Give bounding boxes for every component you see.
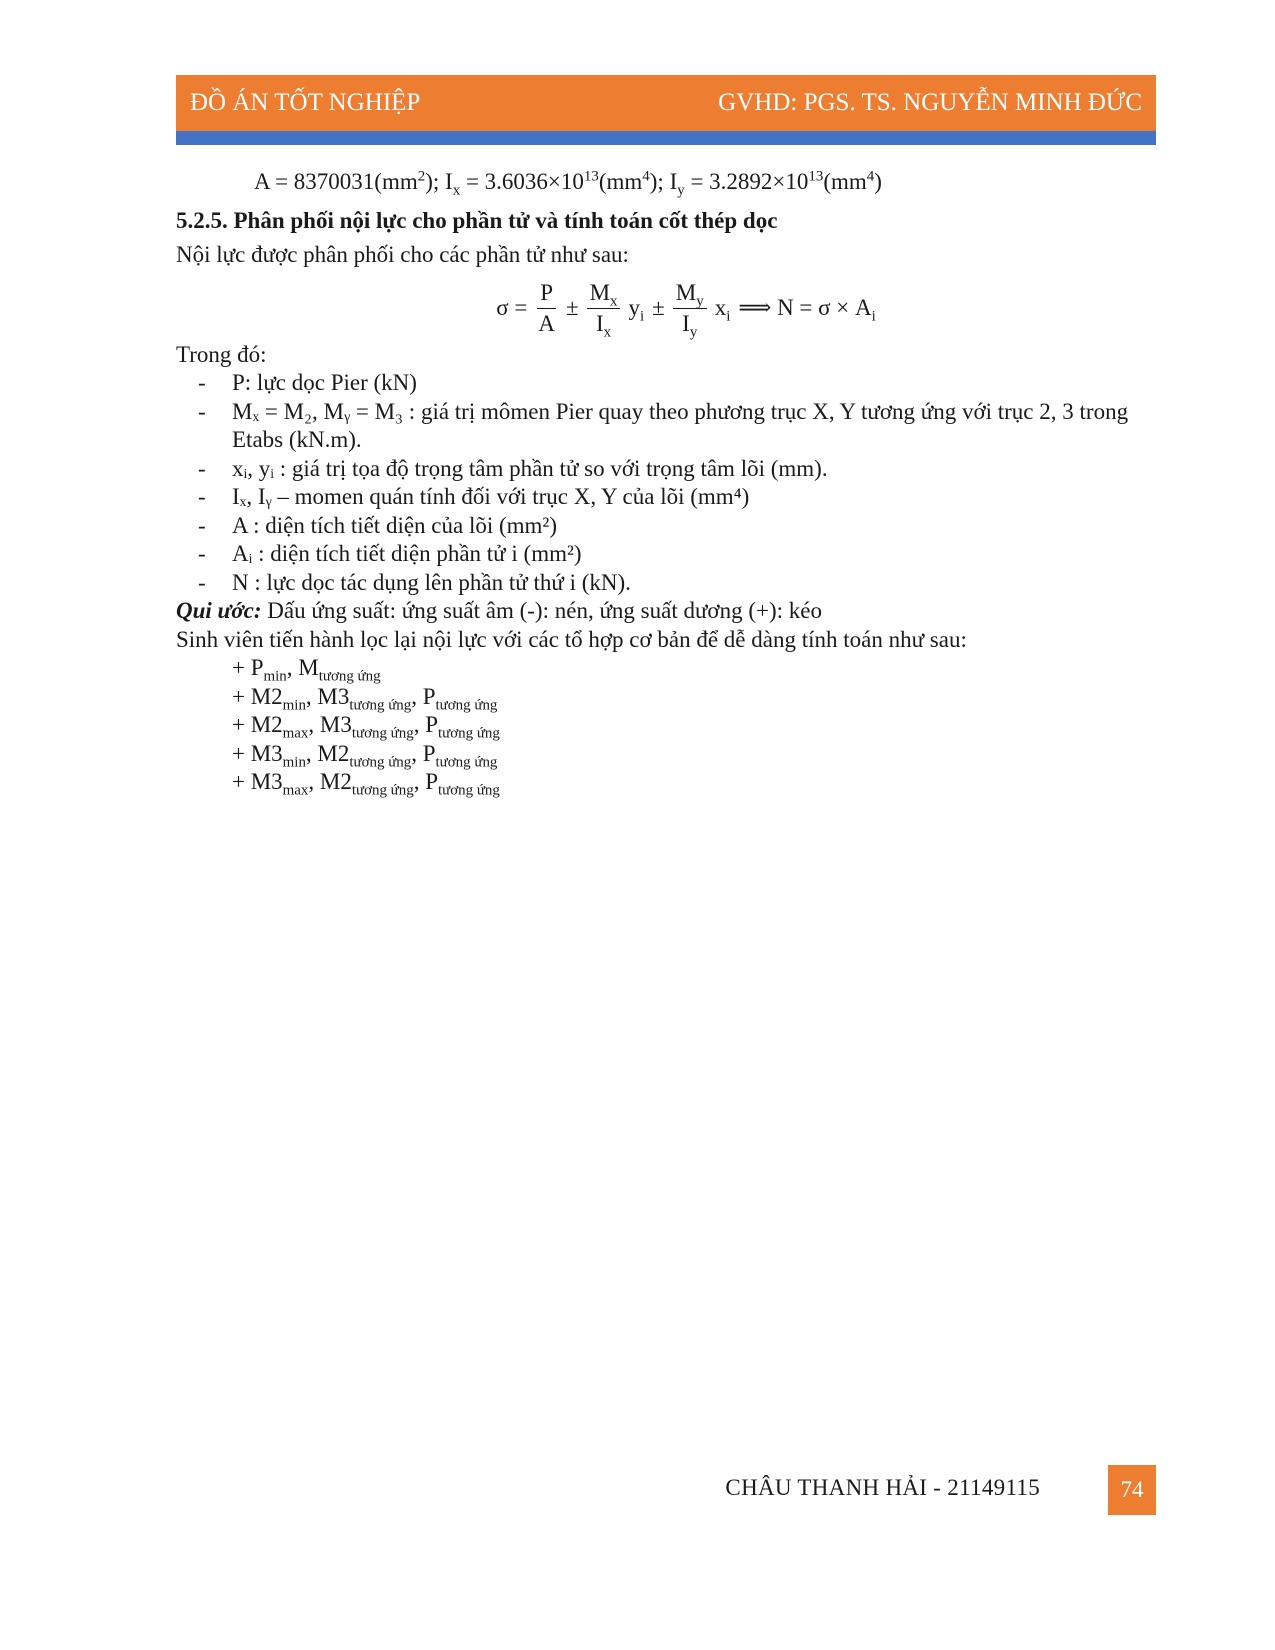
filter-intro: Sinh viên tiến hành lọc lại nội lực với các tổ hợp cơ bản để dễ dàng tính toán như sau: (176, 626, 967, 652)
section-properties-line: $A = 8370031(mm^2)$; $I_x = 3.6036\times 10^{13}(mm^4)$; $I_y = 3.2892\times 10^{13}(mm^4)$ (254, 168, 882, 199)
combination-item: + $M3_{min}$, $M2_{tương ứng}$, $P_{tương ứng}$ (232, 740, 498, 771)
combination-item: + $P_{min}$, $M_{tương ứng}$ (232, 655, 381, 685)
footer-author: CHÂU THANH HẢI - 21149115 (725, 1475, 1040, 1500)
page-header (176, 75, 1156, 131)
page-content (176, 168, 1156, 797)
combination-item: + $M2_{min}$, $M3_{tương ứng}$, $P_{tương ứng}$ (232, 683, 498, 714)
page-number: 74 (1108, 1465, 1156, 1515)
header-left-title: ĐỒ ÁN TỐT NGHIỆP (190, 89, 421, 116)
sign-convention: Qui ước: Dấu ứng suất: ứng suất âm (-): nén, ứng suất dương (+): kéo (176, 598, 822, 623)
combination-item: + $M2_{max}$, $M3_{tương ứng}$, $P_{tương ứng}$ (232, 712, 500, 742)
trong-do-label: Trong đó: (176, 341, 267, 367)
list-item: - A : diện tích tiết diện của lõi (mm²) (198, 512, 557, 538)
definitions-list (176, 369, 1156, 597)
list-item: - N : lực dọc tác dụng lên phần tử thứ i (kN). (198, 569, 631, 595)
combination-item: + $M3_{max}$, $M2_{tương ứng}$, $P_{tương ứng}$ (232, 769, 500, 799)
header-stripe (176, 131, 1156, 145)
list-item: - Iₓ, Iᵧ – momen quán tính đối với trục X, Y của lõi (mm⁴) (198, 484, 750, 509)
header-right-advisor: GVHD: PGS. TS. NGUYỄN MINH ĐỨC (718, 89, 1142, 116)
list-item: - Mₓ = M₂, Mᵧ = M₃ : giá trị mômen Pier quay theo phương trục X, Y tương ứng với trục 2, 3 trong Etabs (kN.m). (198, 398, 1129, 452)
stress-formula: σ = $\frac{P}{A}$ ± $\frac{M_x}{I_x}$ $y_i$ ± $\frac{M_y}{I_y}$ $x_i$ ⟹ $N = \sigma \times A_i$ (496, 279, 876, 341)
sign-convention-label: Qui ước: (176, 598, 262, 623)
list-item: - xᵢ, yᵢ : giá trị tọa độ trọng tâm phần tử so với trọng tâm lõi (mm). (198, 455, 828, 481)
combination-list (176, 654, 1156, 797)
section-heading: 5.2.5. Phân phối nội lực cho phần tử và tính toán cốt thép dọc (176, 207, 778, 233)
fraction-my-over-iy: $\frac{M_y}{I_y}$ (673, 278, 707, 339)
fraction-p-over-a: $\frac{P}{A}$ (538, 279, 555, 336)
section-intro: Nội lực được phân phối cho các phần tử như sau: (176, 242, 629, 267)
list-item: - P: lực dọc Pier (kN) (198, 370, 417, 395)
list-item: - Aᵢ : diện tích tiết diện phần tử i (mm²) (198, 541, 582, 566)
fraction-mx-over-ix: $\frac{M_x}{I_x}$ (587, 278, 621, 339)
